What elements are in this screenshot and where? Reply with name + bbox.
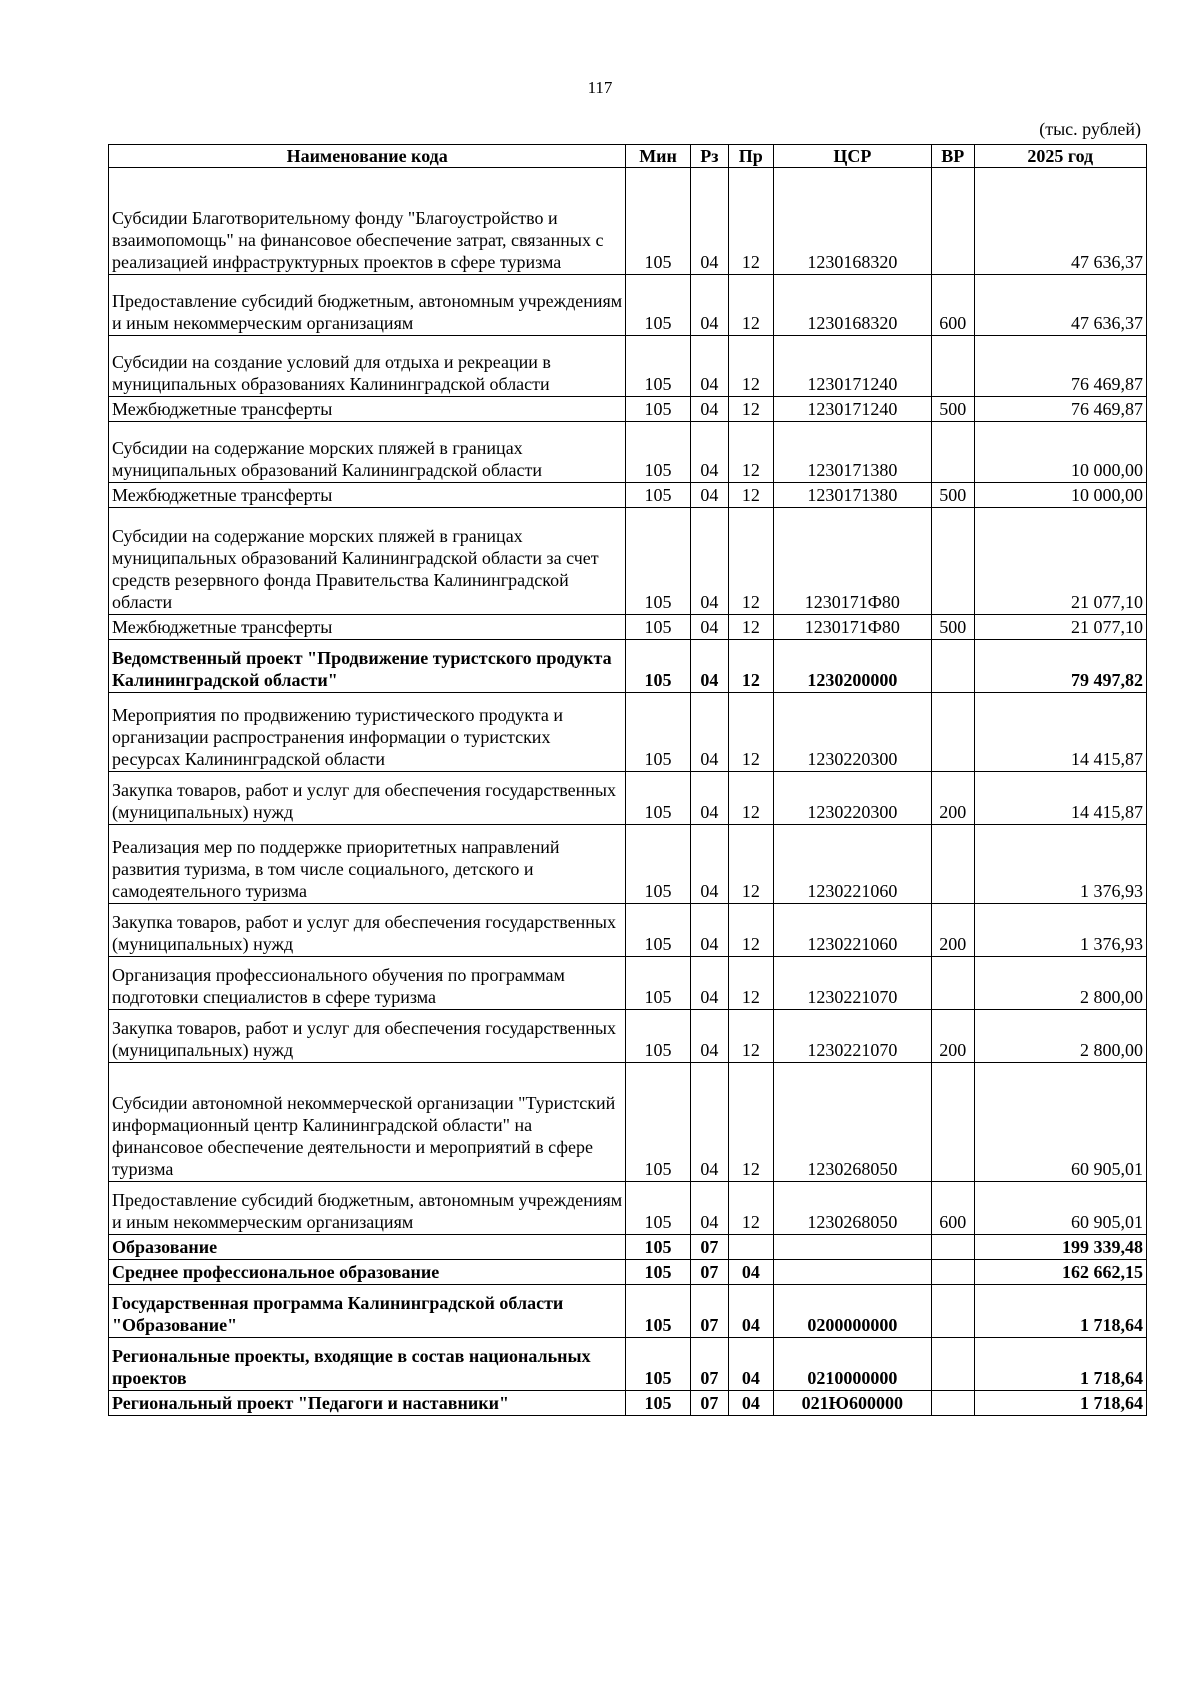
row-name: Государственная программа Калининградской области "Образование" xyxy=(109,1285,626,1338)
row-name: Межбюджетные трансферты xyxy=(109,483,626,508)
row-vr: 200 xyxy=(931,904,974,957)
row-sum: 47 636,37 xyxy=(974,275,1147,336)
row-pr: 12 xyxy=(728,825,773,904)
row-sum: 1 376,93 xyxy=(974,825,1147,904)
row-vr xyxy=(931,1285,974,1338)
row-sum: 1 376,93 xyxy=(974,904,1147,957)
row-pr: 04 xyxy=(728,1285,773,1338)
row-name: Реализация мер по поддержке приоритетных направлений развития туризма, в том числе социального, детского и самодеятельного туризма xyxy=(109,825,626,904)
row-pr: 12 xyxy=(728,275,773,336)
header-vr: ВР xyxy=(931,145,974,168)
row-rz: 04 xyxy=(690,422,728,483)
row-vr: 600 xyxy=(931,275,974,336)
row-min: 105 xyxy=(626,615,690,640)
row-rz: 07 xyxy=(690,1235,728,1260)
table-row xyxy=(109,615,1147,640)
header-csr: ЦСР xyxy=(773,145,931,168)
row-vr: 500 xyxy=(931,483,974,508)
table-row xyxy=(109,422,1147,483)
row-pr: 04 xyxy=(728,1338,773,1391)
row-min: 105 xyxy=(626,825,690,904)
table-row xyxy=(109,772,1147,825)
row-sum: 21 077,10 xyxy=(974,615,1147,640)
table-row xyxy=(109,1063,1147,1182)
row-csr xyxy=(773,1260,931,1285)
table-row xyxy=(109,483,1147,508)
row-min: 105 xyxy=(626,336,690,397)
row-pr: 12 xyxy=(728,1010,773,1063)
row-vr xyxy=(931,422,974,483)
row-sum: 14 415,87 xyxy=(974,693,1147,772)
row-rz: 04 xyxy=(690,1182,728,1235)
row-rz: 04 xyxy=(690,1063,728,1182)
row-name: Закупка товаров, работ и услуг для обеспечения государственных (муниципальных) нужд xyxy=(109,904,626,957)
row-csr: 1230171240 xyxy=(773,397,931,422)
row-csr: 1230171380 xyxy=(773,422,931,483)
row-rz: 04 xyxy=(690,336,728,397)
row-rz: 04 xyxy=(690,772,728,825)
row-sum: 10 000,00 xyxy=(974,483,1147,508)
table-row xyxy=(109,1010,1147,1063)
row-rz: 04 xyxy=(690,168,728,275)
row-pr: 12 xyxy=(728,336,773,397)
table-row xyxy=(109,1391,1147,1416)
row-min: 105 xyxy=(626,1235,690,1260)
row-vr xyxy=(931,1063,974,1182)
row-rz: 04 xyxy=(690,275,728,336)
row-sum: 47 636,37 xyxy=(974,168,1147,275)
row-csr: 1230200000 xyxy=(773,640,931,693)
row-rz: 04 xyxy=(690,640,728,693)
row-min: 105 xyxy=(626,693,690,772)
row-rz: 04 xyxy=(690,397,728,422)
header-pr: Пр xyxy=(728,145,773,168)
row-sum: 2 800,00 xyxy=(974,957,1147,1010)
row-sum: 76 469,87 xyxy=(974,336,1147,397)
row-pr: 04 xyxy=(728,1260,773,1285)
row-min: 105 xyxy=(626,422,690,483)
units-label: (тыс. рублей) xyxy=(1039,119,1141,139)
row-csr: 1230171Ф80 xyxy=(773,615,931,640)
header-name: Наименование кода xyxy=(109,145,626,168)
row-vr xyxy=(931,1391,974,1416)
row-sum: 14 415,87 xyxy=(974,772,1147,825)
row-csr xyxy=(773,1235,931,1260)
row-pr: 12 xyxy=(728,772,773,825)
row-vr xyxy=(931,508,974,615)
row-pr: 12 xyxy=(728,483,773,508)
row-name: Предоставление субсидий бюджетным, автономным учреждениям и иным некоммерческим организациям xyxy=(109,1182,626,1235)
row-vr xyxy=(931,693,974,772)
table-row xyxy=(109,957,1147,1010)
row-csr: 1230220300 xyxy=(773,693,931,772)
row-min: 105 xyxy=(626,275,690,336)
row-vr: 200 xyxy=(931,772,974,825)
row-name: Мероприятия по продвижению туристического продукта и организации распространения информации о туристских ресурсах Калининградской области xyxy=(109,693,626,772)
row-min: 105 xyxy=(626,640,690,693)
row-name: Межбюджетные трансферты xyxy=(109,615,626,640)
row-csr: 1230171380 xyxy=(773,483,931,508)
row-name: Среднее профессиональное образование xyxy=(109,1260,626,1285)
row-csr: 021Ю600000 xyxy=(773,1391,931,1416)
table-row xyxy=(109,904,1147,957)
row-rz: 04 xyxy=(690,615,728,640)
row-pr: 12 xyxy=(728,615,773,640)
table-row xyxy=(109,825,1147,904)
row-csr: 1230168320 xyxy=(773,275,931,336)
row-pr: 12 xyxy=(728,904,773,957)
row-pr: 12 xyxy=(728,168,773,275)
row-pr: 04 xyxy=(728,1391,773,1416)
row-rz: 07 xyxy=(690,1260,728,1285)
row-rz: 07 xyxy=(690,1391,728,1416)
row-min: 105 xyxy=(626,1285,690,1338)
row-min: 105 xyxy=(626,508,690,615)
row-sum: 1 718,64 xyxy=(974,1338,1147,1391)
row-min: 105 xyxy=(626,397,690,422)
row-name: Закупка товаров, работ и услуг для обеспечения государственных (муниципальных) нужд xyxy=(109,1010,626,1063)
row-min: 105 xyxy=(626,1010,690,1063)
row-rz: 04 xyxy=(690,508,728,615)
table-header-row xyxy=(109,145,1147,168)
row-csr: 1230220300 xyxy=(773,772,931,825)
row-sum: 10 000,00 xyxy=(974,422,1147,483)
table-row xyxy=(109,168,1147,275)
row-rz: 04 xyxy=(690,693,728,772)
row-name: Региональные проекты, входящие в состав национальных проектов xyxy=(109,1338,626,1391)
row-pr: 12 xyxy=(728,397,773,422)
row-rz: 04 xyxy=(690,904,728,957)
row-pr xyxy=(728,1235,773,1260)
row-rz: 04 xyxy=(690,483,728,508)
row-pr: 12 xyxy=(728,693,773,772)
row-min: 105 xyxy=(626,168,690,275)
budget-table xyxy=(108,144,1147,1416)
row-min: 105 xyxy=(626,772,690,825)
page-number: 117 xyxy=(587,78,613,97)
row-name: Региональный проект "Педагоги и наставники" xyxy=(109,1391,626,1416)
row-pr: 12 xyxy=(728,957,773,1010)
row-pr: 12 xyxy=(728,640,773,693)
row-min: 105 xyxy=(626,1391,690,1416)
row-pr: 12 xyxy=(728,422,773,483)
row-name: Субсидии на создание условий для отдыха и рекреации в муниципальных образованиях Калининградской области xyxy=(109,336,626,397)
row-min: 105 xyxy=(626,904,690,957)
row-csr: 0210000000 xyxy=(773,1338,931,1391)
row-vr xyxy=(931,640,974,693)
row-rz: 04 xyxy=(690,957,728,1010)
row-csr: 0200000000 xyxy=(773,1285,931,1338)
row-sum: 1 718,64 xyxy=(974,1391,1147,1416)
table-row xyxy=(109,693,1147,772)
row-rz: 04 xyxy=(690,825,728,904)
row-sum: 162 662,15 xyxy=(974,1260,1147,1285)
row-csr: 1230268050 xyxy=(773,1063,931,1182)
row-pr: 12 xyxy=(728,1063,773,1182)
row-rz: 04 xyxy=(690,1010,728,1063)
row-csr: 1230171Ф80 xyxy=(773,508,931,615)
row-min: 105 xyxy=(626,1182,690,1235)
row-name: Субсидии на содержание морских пляжей в границах муниципальных образований Калининградской области за счет средств резервного фонда Правительства Калининградской области xyxy=(109,508,626,615)
row-vr xyxy=(931,336,974,397)
row-csr: 1230268050 xyxy=(773,1182,931,1235)
row-vr: 500 xyxy=(931,615,974,640)
header-sum: 2025 год xyxy=(974,145,1147,168)
row-csr: 1230171240 xyxy=(773,336,931,397)
row-min: 105 xyxy=(626,1338,690,1391)
row-csr: 1230221070 xyxy=(773,957,931,1010)
table-row xyxy=(109,1285,1147,1338)
table-row xyxy=(109,1338,1147,1391)
row-sum: 60 905,01 xyxy=(974,1182,1147,1235)
row-rz: 07 xyxy=(690,1338,728,1391)
row-sum: 21 077,10 xyxy=(974,508,1147,615)
row-sum: 79 497,82 xyxy=(974,640,1147,693)
row-min: 105 xyxy=(626,1260,690,1285)
header-rz: Рз xyxy=(690,145,728,168)
table-row xyxy=(109,1182,1147,1235)
row-name: Закупка товаров, работ и услуг для обеспечения государственных (муниципальных) нужд xyxy=(109,772,626,825)
row-min: 105 xyxy=(626,957,690,1010)
row-sum: 60 905,01 xyxy=(974,1063,1147,1182)
row-name: Образование xyxy=(109,1235,626,1260)
table-row xyxy=(109,508,1147,615)
row-vr xyxy=(931,168,974,275)
row-rz: 07 xyxy=(690,1285,728,1338)
row-min: 105 xyxy=(626,483,690,508)
header-min: Мин xyxy=(626,145,690,168)
row-name: Субсидии автономной некоммерческой организации "Туристский информационный центр Калининградской области" на финансовое обеспечение деятельности и мероприятий в сфере туризма xyxy=(109,1063,626,1182)
row-csr: 1230221060 xyxy=(773,825,931,904)
row-vr: 200 xyxy=(931,1010,974,1063)
row-sum: 199 339,48 xyxy=(974,1235,1147,1260)
row-name: Субсидии на содержание морских пляжей в границах муниципальных образований Калининградской области xyxy=(109,422,626,483)
row-sum: 76 469,87 xyxy=(974,397,1147,422)
row-name: Организация профессионального обучения по программам подготовки специалистов в сфере туризма xyxy=(109,957,626,1010)
row-sum: 1 718,64 xyxy=(974,1285,1147,1338)
row-pr: 12 xyxy=(728,1182,773,1235)
row-csr: 1230221070 xyxy=(773,1010,931,1063)
row-vr xyxy=(931,1260,974,1285)
row-vr xyxy=(931,1235,974,1260)
row-name: Ведомственный проект "Продвижение туристского продукта Калининградской области" xyxy=(109,640,626,693)
row-vr xyxy=(931,1338,974,1391)
table-row xyxy=(109,336,1147,397)
row-vr xyxy=(931,957,974,1010)
row-pr: 12 xyxy=(728,508,773,615)
row-csr: 1230168320 xyxy=(773,168,931,275)
row-csr: 1230221060 xyxy=(773,904,931,957)
row-sum: 2 800,00 xyxy=(974,1010,1147,1063)
table-row xyxy=(109,275,1147,336)
row-vr: 600 xyxy=(931,1182,974,1235)
row-name: Предоставление субсидий бюджетным, автономным учреждениям и иным некоммерческим организациям xyxy=(109,275,626,336)
row-name: Межбюджетные трансферты xyxy=(109,397,626,422)
table-row xyxy=(109,397,1147,422)
table-row xyxy=(109,640,1147,693)
row-min: 105 xyxy=(626,1063,690,1182)
row-name: Субсидии Благотворительному фонду "Благоустройство и взаимопомощь" на финансовое обеспечение затрат, связанных с реализацией инфраструктурных проектов в сфере туризма xyxy=(109,168,626,275)
table-row xyxy=(109,1260,1147,1285)
row-vr xyxy=(931,825,974,904)
row-vr: 500 xyxy=(931,397,974,422)
table-row xyxy=(109,1235,1147,1260)
